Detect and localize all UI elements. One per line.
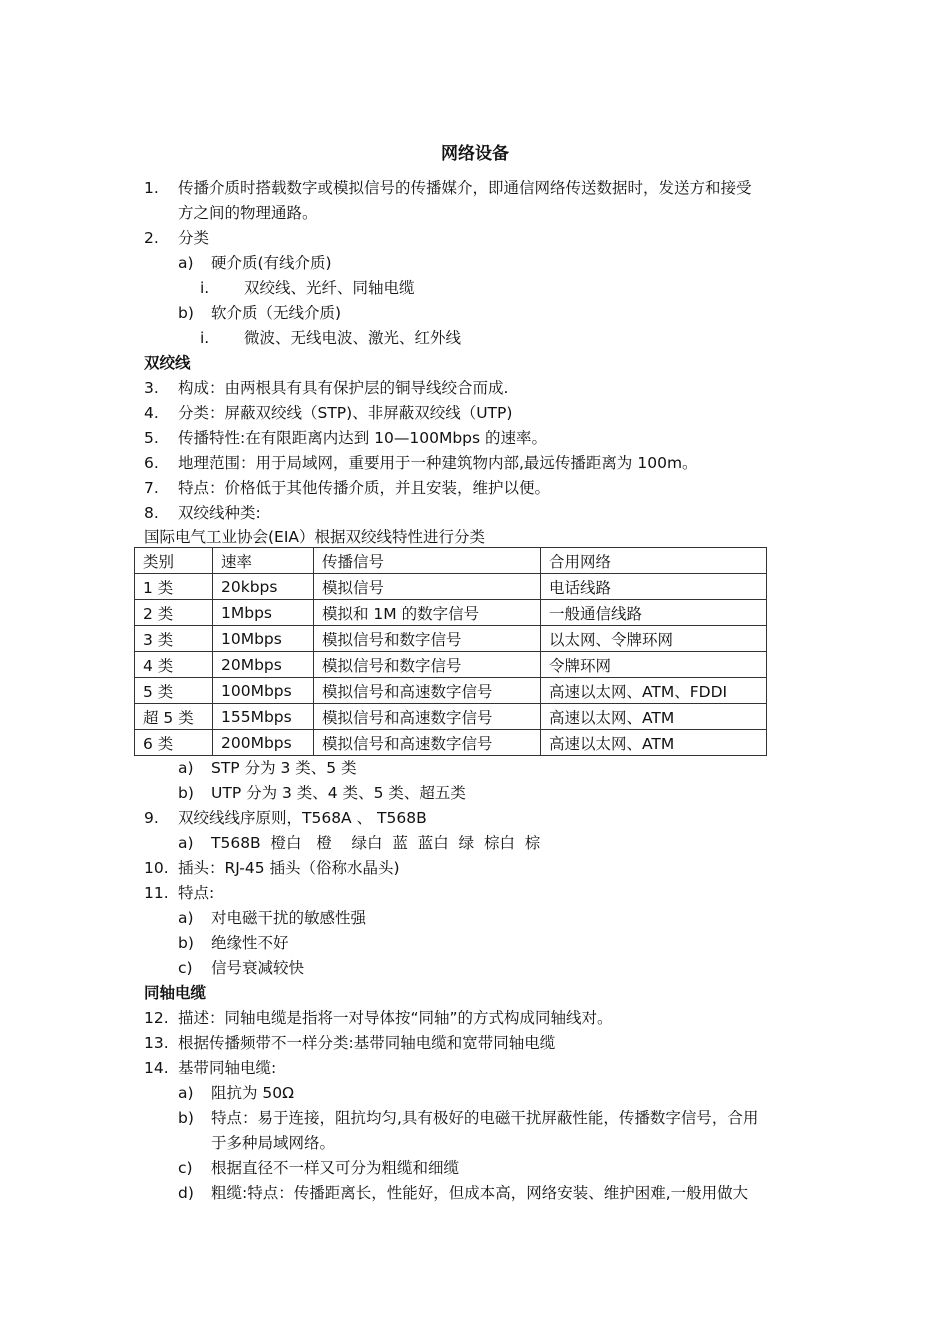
list-number: 11. [144,884,169,902]
sub-marker: b) [178,1109,194,1127]
sub-marker: b) [178,934,194,952]
list-text: 双绞线种类: [178,504,261,522]
sub-text: 对电磁干扰的敏感性强 [211,909,367,927]
sub-marker: b) [178,784,194,802]
table-cell: 模拟和 1M 的数字信号 [314,600,541,626]
table-cell: 10Mbps [213,626,314,652]
list-text: 方之间的物理通路。 [178,204,318,222]
list-number: 3. [144,379,159,397]
table-cell: 高速以太网、ATM、FDDI [541,678,767,704]
sub-text: 绝缘性不好 [211,934,289,952]
table-cell: 高速以太网、ATM [541,730,767,756]
table-caption: 国际电气工业协会(EIA）根据双绞线特性进行分类 [144,528,486,546]
table-cell: 3 类 [135,626,213,652]
list-text: 分类 [178,229,210,247]
list-text: 传播特性:在有限距离内达到 10—100Mbps 的速率。 [178,429,548,447]
cable-category-table [134,547,767,756]
sub-marker: c) [178,1159,193,1177]
sub-text: 硬介质(有线介质) [211,254,332,272]
list-number: 10. [144,859,169,877]
sub-text: 软介质（无线介质) [211,304,342,322]
roman-marker: i. [200,279,210,297]
sub-text: 于多种局域网络。 [211,1134,336,1152]
table-row [135,678,767,704]
list-number: 12. [144,1009,169,1027]
list-text: 分类：屏蔽双绞线（STP)、非屏蔽双绞线（UTP) [178,404,513,422]
section-heading-coax: 同轴电缆 [144,984,207,1002]
sub-marker: a) [178,254,194,272]
table-cell: 200Mbps [213,730,314,756]
table-cell: 6 类 [135,730,213,756]
sub-text: 特点：易于连接，阻抗均匀,具有极好的电磁干扰屏蔽性能，传播数字信号，合用 [211,1109,759,1127]
list-text: 构成：由两根具有具有保护层的铜导线绞合而成. [178,379,509,397]
sub-marker: a) [178,1084,194,1102]
list-number: 7. [144,479,159,497]
table-cell: 155Mbps [213,704,314,730]
list-text: 地理范围：用于局域网，重要用于一种建筑物内部,最远传播距离为 100m。 [178,454,698,472]
table-cell: 5 类 [135,678,213,704]
table-cell: 100Mbps [213,678,314,704]
sub-text: STP 分为 3 类、5 类 [211,759,357,777]
sub-marker: b) [178,304,194,322]
list-number: 2. [144,229,159,247]
list-number: 4. [144,404,159,422]
table-cell: 模拟信号 [314,574,541,600]
sub-marker: a) [178,834,194,852]
list-number: 8. [144,504,159,522]
section-heading-twisted-pair: 双绞线 [144,354,191,372]
table-row [135,704,767,730]
table-row [135,600,767,626]
list-number: 5. [144,429,159,447]
table-cell: 20Mbps [213,652,314,678]
table-header-cell: 速率 [213,548,314,574]
roman-text: 双绞线、光纤、同轴电缆 [244,279,415,297]
table-header-cell: 类别 [135,548,213,574]
roman-text: 微波、无线电波、激光、红外线 [244,329,462,347]
sub-text: 根据直径不一样又可分为粗缆和细缆 [211,1159,460,1177]
table-cell: 令牌环网 [541,652,767,678]
list-text: 根据传播频带不一样分类:基带同轴电缆和宽带同轴电缆 [178,1034,556,1052]
table-cell: 一般通信线路 [541,600,767,626]
table-cell: 模拟信号和数字信号 [314,626,541,652]
list-number: 6. [144,454,159,472]
table-header-row [135,548,767,574]
table-cell: 以太网、令牌环网 [541,626,767,652]
table-cell: 2 类 [135,600,213,626]
list-text: 双绞线线序原则，T568A 、 T568B [178,809,427,827]
table-row [135,574,767,600]
table-cell: 1 类 [135,574,213,600]
list-text: 传播介质时搭载数字或模拟信号的传播媒介，即通信网络传送数据时，发送方和接受 [178,179,752,197]
list-text: 特点: [178,884,215,902]
table-header-cell: 传播信号 [314,548,541,574]
sub-text: 阻抗为 50Ω [211,1084,294,1102]
page-title: 网络设备 [441,144,509,164]
table-cell: 模拟信号和高速数字信号 [314,730,541,756]
list-number: 9. [144,809,159,827]
table-cell: 4 类 [135,652,213,678]
table-cell: 模拟信号和数字信号 [314,652,541,678]
list-text: 插头：RJ-45 插头（俗称水晶头) [178,859,400,877]
list-text: 特点：价格低于其他传播介质，并且安装，维护以便。 [178,479,551,497]
table-cell: 高速以太网、ATM [541,704,767,730]
table-cell: 超 5 类 [135,704,213,730]
table-cell: 模拟信号和高速数字信号 [314,704,541,730]
list-text: 基带同轴电缆: [178,1059,277,1077]
sub-text: 信号衰减较快 [211,959,305,977]
sub-marker: c) [178,959,193,977]
sub-marker: a) [178,909,194,927]
table-header-cell: 合用网络 [541,548,767,574]
list-number: 14. [144,1059,169,1077]
sub-marker: d) [178,1184,194,1202]
table-cell: 模拟信号和高速数字信号 [314,678,541,704]
list-number: 1. [144,179,159,197]
table-row [135,626,767,652]
table-row [135,652,767,678]
table-row [135,730,767,756]
table-cell: 电话线路 [541,574,767,600]
sub-text: UTP 分为 3 类、4 类、5 类、超五类 [211,784,466,802]
list-number: 13. [144,1034,169,1052]
sub-text: T568B 橙白 橙 绿白 蓝 蓝白 绿 棕白 棕 [211,834,541,852]
table-cell: 1Mbps [213,600,314,626]
roman-marker: i. [200,329,210,347]
list-text: 描述：同轴电缆是指将一对导体按“同轴”的方式构成同轴线对。 [178,1009,613,1027]
sub-marker: a) [178,759,194,777]
sub-text: 粗缆:特点：传播距离长，性能好，但成本高，网络安装、维护困难,一般用做大 [211,1184,749,1202]
table-cell: 20kbps [213,574,314,600]
